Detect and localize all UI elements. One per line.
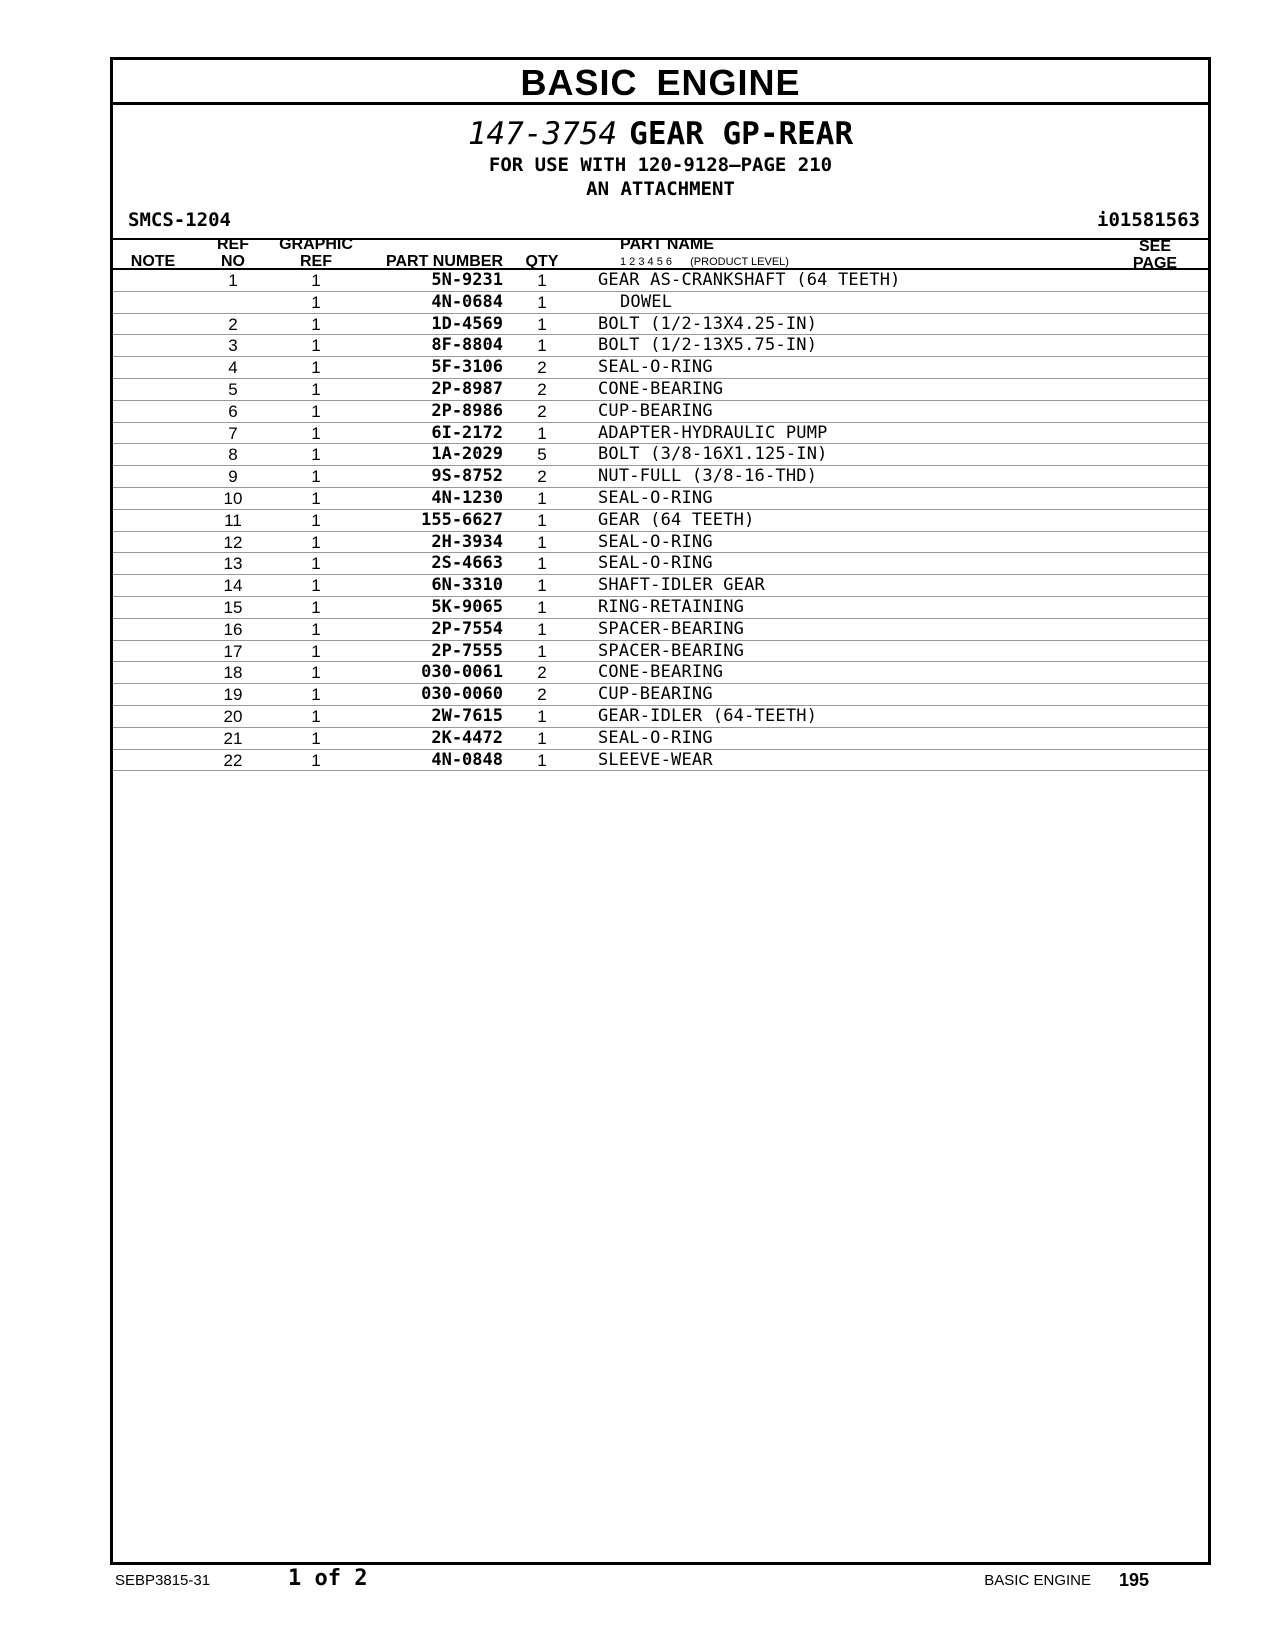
table-row bbox=[113, 488, 1208, 510]
part-name-cell: GEAR-IDLER (64-TEETH) bbox=[598, 705, 818, 726]
ref-no-cell: 8 bbox=[228, 445, 238, 465]
table-row bbox=[113, 575, 1208, 597]
ref-no-cell: 20 bbox=[223, 706, 243, 726]
qty-cell: 1 bbox=[537, 314, 547, 334]
header-graphic-line2: REF bbox=[300, 253, 332, 270]
part-number-cell: 2P-8986 bbox=[431, 400, 503, 421]
qty-cell: 1 bbox=[537, 532, 547, 552]
ref-no-cell: 6 bbox=[228, 401, 238, 421]
part-number-cell: 5K-9065 bbox=[431, 596, 503, 617]
part-name-cell: CUP-BEARING bbox=[598, 684, 713, 705]
table-row bbox=[113, 357, 1208, 379]
graphic-ref-cell: 1 bbox=[311, 750, 321, 770]
qty-cell: 1 bbox=[537, 271, 547, 290]
qty-cell: 1 bbox=[537, 728, 547, 748]
table-row bbox=[113, 270, 1208, 292]
part-name-cell: DOWEL bbox=[620, 291, 673, 312]
part-name-cell: BOLT (1/2-13X4.25-IN) bbox=[598, 313, 818, 334]
part-name-cell: CUP-BEARING bbox=[598, 400, 713, 421]
qty-cell: 1 bbox=[537, 619, 547, 639]
qty-cell: 1 bbox=[537, 576, 547, 596]
part-name-cell: NUT-FULL (3/8-16-THD) bbox=[598, 466, 818, 487]
qty-cell: 5 bbox=[537, 445, 547, 465]
ref-no-cell: 9 bbox=[228, 467, 238, 487]
ref-no-cell: 22 bbox=[223, 750, 243, 770]
part-number-cell: 1D-4569 bbox=[431, 313, 503, 334]
qty-cell: 1 bbox=[537, 292, 547, 312]
qty-cell: 1 bbox=[537, 554, 547, 574]
table-row bbox=[113, 662, 1208, 684]
part-number-cell: 2P-7554 bbox=[431, 618, 503, 639]
table-row bbox=[113, 444, 1208, 466]
footer-section: BASIC ENGINE bbox=[984, 1572, 1091, 1589]
group-type: AN ATTACHMENT bbox=[586, 178, 735, 200]
qty-cell: 1 bbox=[537, 597, 547, 617]
qty-cell: 2 bbox=[537, 685, 547, 705]
table-row bbox=[113, 314, 1208, 336]
part-number-cell: 4N-1230 bbox=[431, 487, 503, 508]
part-number-cell: 6I-2172 bbox=[431, 422, 503, 443]
graphic-ref-cell: 1 bbox=[311, 510, 321, 530]
ref-no-cell: 5 bbox=[228, 379, 238, 399]
part-number-cell: 2P-7555 bbox=[431, 640, 503, 661]
graphic-ref-cell: 1 bbox=[311, 597, 321, 617]
part-number-cell: 030-0060 bbox=[421, 684, 503, 705]
footer-page-number: 195 bbox=[1118, 1570, 1149, 1590]
ref-no-cell: 17 bbox=[223, 641, 243, 661]
graphic-ref-cell: 1 bbox=[311, 576, 321, 596]
part-number-cell: 2K-4472 bbox=[431, 727, 503, 748]
table-row bbox=[113, 292, 1208, 314]
for-use-with: FOR USE WITH 120-9128—PAGE 210 bbox=[488, 154, 833, 176]
graphic-ref-cell: 1 bbox=[311, 358, 321, 378]
group-name: GEAR GP-REAR bbox=[629, 116, 854, 152]
header-see-line1: SEE bbox=[1138, 238, 1171, 255]
part-number-cell: 9S-8752 bbox=[431, 466, 503, 487]
graphic-ref-cell: 1 bbox=[311, 685, 321, 705]
part-name-cell: CONE-BEARING bbox=[598, 662, 724, 683]
graphic-ref-cell: 1 bbox=[311, 292, 321, 312]
part-number-cell: 4N-0848 bbox=[431, 749, 503, 770]
part-name-cell: SEAL-O-RING bbox=[598, 357, 713, 378]
header-graphic-ref bbox=[271, 236, 361, 270]
graphic-ref-cell: 1 bbox=[311, 445, 321, 465]
page-frame bbox=[110, 57, 1211, 1565]
graphic-ref-cell: 1 bbox=[311, 663, 321, 683]
table-row bbox=[113, 728, 1208, 750]
qty-cell: 2 bbox=[537, 358, 547, 378]
table-row bbox=[113, 423, 1208, 445]
header-part-name: PART NAME bbox=[620, 236, 714, 253]
ref-no-cell: 14 bbox=[223, 576, 243, 596]
graphic-ref-cell: 1 bbox=[311, 488, 321, 508]
qty-cell: 1 bbox=[537, 750, 547, 770]
part-name-cell: SEAL-O-RING bbox=[598, 553, 713, 574]
qty-cell: 2 bbox=[537, 663, 547, 683]
part-name-cell: CONE-BEARING bbox=[598, 378, 724, 399]
table-row bbox=[113, 684, 1208, 706]
part-name-cell: BOLT (1/2-13X5.75-IN) bbox=[598, 335, 818, 356]
graphic-ref-cell: 1 bbox=[311, 423, 321, 443]
part-name-cell: ADAPTER-HYDRAULIC PUMP bbox=[598, 422, 828, 443]
header-qty: QTY bbox=[525, 253, 559, 270]
part-name-cell: SEAL-O-RING bbox=[598, 531, 713, 552]
qty-cell: 1 bbox=[537, 510, 547, 530]
part-name-cell: SEAL-O-RING bbox=[598, 727, 713, 748]
header-see-page bbox=[1120, 238, 1190, 272]
graphic-ref-cell: 1 bbox=[311, 271, 321, 290]
qty-cell: 1 bbox=[537, 488, 547, 508]
table-row bbox=[113, 401, 1208, 423]
ref-no-cell: 19 bbox=[223, 685, 243, 705]
header-product-levels bbox=[620, 256, 789, 268]
ref-no-cell: 15 bbox=[223, 597, 243, 617]
part-name-cell: GEAR (64 TEETH) bbox=[598, 509, 755, 530]
table-row bbox=[113, 553, 1208, 575]
part-number-cell: 2H-3934 bbox=[431, 531, 503, 552]
part-name-cell: SEAL-O-RING bbox=[598, 487, 713, 508]
graphic-ref-cell: 1 bbox=[311, 706, 321, 726]
qty-cell: 2 bbox=[537, 467, 547, 487]
graphic-ref-cell: 1 bbox=[311, 532, 321, 552]
graphic-ref-cell: 1 bbox=[311, 554, 321, 574]
table-row bbox=[113, 335, 1208, 357]
ref-no-cell: 7 bbox=[228, 423, 238, 443]
part-name-cell: SPACER-BEARING bbox=[598, 618, 745, 639]
ref-no-cell: 16 bbox=[223, 619, 243, 639]
header-ref-line2: NO bbox=[221, 253, 245, 270]
table-row bbox=[113, 706, 1208, 728]
part-number-cell: 1A-2029 bbox=[431, 444, 503, 465]
part-name-cell: SPACER-BEARING bbox=[598, 640, 745, 661]
part-number-cell: 155-6627 bbox=[421, 509, 503, 530]
graphic-ref-cell: 1 bbox=[311, 728, 321, 748]
part-number-cell: 5F-3106 bbox=[431, 357, 503, 378]
qty-cell: 1 bbox=[537, 336, 547, 356]
graphic-ref-cell: 1 bbox=[311, 314, 321, 334]
footer-doc-number: SEBP3815-31 bbox=[115, 1572, 211, 1589]
ref-no-cell: 18 bbox=[223, 663, 243, 683]
table-row bbox=[113, 641, 1208, 663]
header-see-line2: PAGE bbox=[1132, 255, 1178, 272]
group-part-number: 147-3754 bbox=[467, 116, 618, 152]
ref-no-cell: 10 bbox=[223, 488, 243, 508]
group-title bbox=[113, 116, 1208, 152]
table-row bbox=[113, 597, 1208, 619]
graphic-ref-cell: 1 bbox=[311, 379, 321, 399]
ref-no-cell: 11 bbox=[224, 510, 242, 530]
part-number-cell: 8F-8804 bbox=[431, 335, 503, 356]
ref-no-cell: 12 bbox=[223, 532, 243, 552]
part-name-cell: BOLT (3/8-16X1.125-IN) bbox=[598, 444, 828, 465]
table-row bbox=[113, 466, 1208, 488]
part-number-cell: 2P-8987 bbox=[431, 378, 503, 399]
part-number-cell: 5N-9231 bbox=[431, 270, 503, 290]
table-row bbox=[113, 379, 1208, 401]
illustration-ident: i01581563 bbox=[1097, 209, 1200, 231]
part-name-cell: RING-RETAINING bbox=[598, 596, 745, 617]
graphic-ref-cell: 1 bbox=[311, 467, 321, 487]
header-part-number: PART NUMBER bbox=[385, 253, 503, 270]
header-ref-no bbox=[203, 236, 263, 270]
graphic-ref-cell: 1 bbox=[311, 401, 321, 421]
section-title: BASIC ENGINE bbox=[113, 60, 1208, 105]
smcs-code: SMCS-1204 bbox=[128, 209, 231, 231]
graphic-ref-cell: 1 bbox=[311, 641, 321, 661]
ref-no-cell: 2 bbox=[228, 314, 238, 334]
qty-cell: 1 bbox=[537, 641, 547, 661]
ref-no-cell: 4 bbox=[228, 358, 238, 378]
part-number-cell: 4N-0684 bbox=[431, 291, 503, 312]
part-name-cell: SLEEVE-WEAR bbox=[598, 749, 713, 770]
graphic-ref-cell: 1 bbox=[311, 336, 321, 356]
part-number-cell: 2S-4663 bbox=[431, 553, 503, 574]
table-row bbox=[113, 510, 1208, 532]
ref-no-cell: 3 bbox=[228, 336, 238, 356]
table-row bbox=[113, 532, 1208, 554]
qty-cell: 2 bbox=[537, 401, 547, 421]
table-row bbox=[113, 619, 1208, 641]
part-number-cell: 2W-7615 bbox=[431, 705, 503, 726]
product-level-label: (PRODUCT LEVEL) bbox=[690, 256, 789, 268]
header-ref-line1: REF bbox=[217, 236, 249, 253]
header-graphic-line1: GRAPHIC bbox=[279, 236, 353, 253]
ref-no-cell: 21 bbox=[223, 728, 243, 748]
graphic-ref-cell: 1 bbox=[311, 619, 321, 639]
part-number-cell: 6N-3310 bbox=[431, 575, 503, 596]
parts-table bbox=[113, 268, 1208, 771]
ref-no-cell: 13 bbox=[223, 554, 243, 574]
product-level-numbers: 1 2 3 4 5 6 bbox=[620, 256, 672, 268]
qty-cell: 1 bbox=[537, 706, 547, 726]
qty-cell: 2 bbox=[537, 379, 547, 399]
part-name-cell: SHAFT-IDLER GEAR bbox=[598, 575, 765, 596]
header-note: NOTE bbox=[130, 253, 176, 270]
qty-cell: 1 bbox=[537, 423, 547, 443]
ref-no-cell: 1 bbox=[228, 271, 238, 290]
part-name-cell: GEAR AS-CRANKSHAFT (64 TEETH) bbox=[598, 270, 901, 290]
footer-page-of: 1 of 2 bbox=[288, 1566, 368, 1591]
part-number-cell: 030-0061 bbox=[421, 662, 503, 683]
table-row bbox=[113, 750, 1208, 772]
